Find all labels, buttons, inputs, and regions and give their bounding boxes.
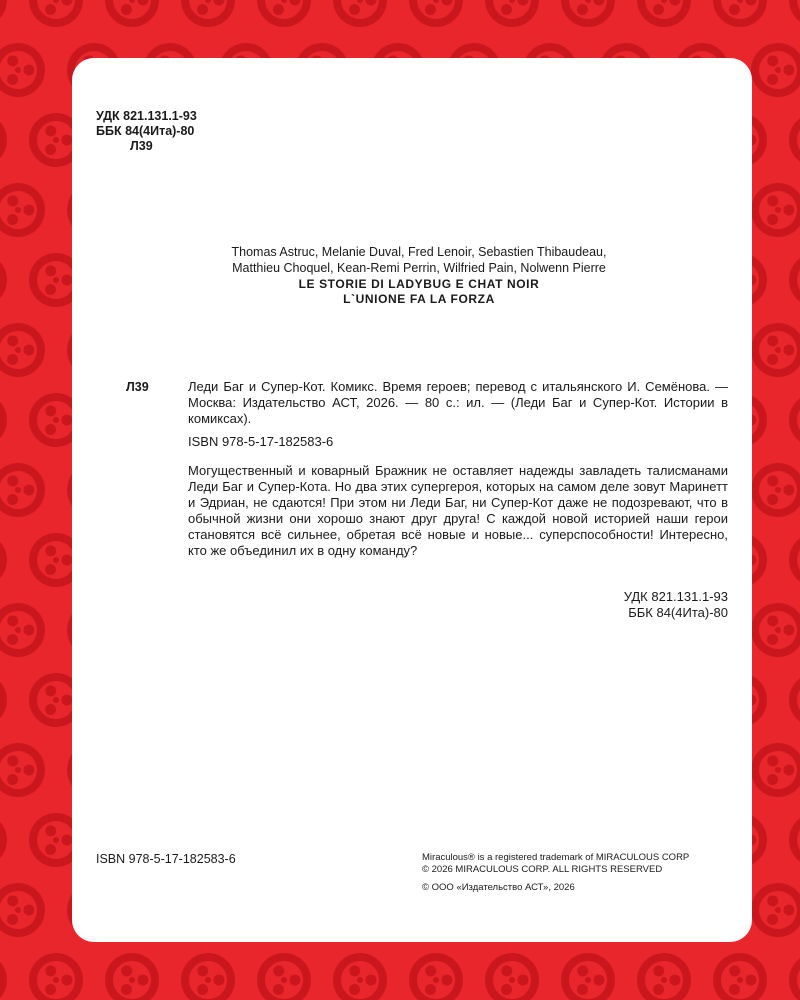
ladybug-yoyo-icon	[171, 943, 245, 1000]
ladybug-yoyo-icon	[475, 943, 549, 1000]
authors-line-1: Thomas Astruc, Melanie Duval, Fred Lenoir, Sebastien Thibaudeau,	[231, 245, 607, 259]
ladybug-yoyo-icon	[323, 943, 397, 1000]
ladybug-yoyo-icon	[703, 0, 777, 37]
ladybug-yoyo-icon	[399, 0, 473, 37]
ladybug-yoyo-icon	[0, 173, 55, 247]
ladybug-yoyo-icon	[0, 33, 55, 107]
legal-notice	[422, 852, 689, 894]
ladybug-yoyo-icon	[95, 943, 169, 1000]
ladybug-yoyo-icon	[0, 663, 17, 737]
original-title-line-1: LE STORIE DI LADYBUG E CHAT NOIR	[298, 277, 540, 291]
publisher-copyright: © ООО «Издательство АСТ», 2026	[422, 882, 575, 893]
ladybug-yoyo-icon	[247, 943, 321, 1000]
ladybug-yoyo-icon	[247, 0, 321, 37]
ladybug-yoyo-icon	[779, 243, 800, 317]
ladybug-yoyo-icon	[0, 733, 55, 807]
classification-right	[624, 589, 728, 621]
ladybug-yoyo-icon	[779, 103, 800, 177]
udk-code: УДК 821.131.1-93	[96, 109, 197, 123]
ladybug-yoyo-icon	[0, 873, 55, 947]
ladybug-yoyo-icon	[399, 943, 473, 1000]
ladybug-yoyo-icon	[0, 383, 17, 457]
ladybug-yoyo-icon	[171, 0, 245, 37]
ladybug-yoyo-icon	[19, 0, 93, 37]
bibliographic-description: Леди Баг и Супер-Кот. Комикс. Время героев; перевод с итальянского И. Семёнова. — Москва: Издательство АСТ, 2026. — 80 с.: ил. — (Леди Баг и Супер-Кот. Истории в комиксах).	[188, 379, 728, 426]
book-abstract: Могущественный и коварный Бражник не оставляет надежды завладеть талисманами Леди Баг и Супер-Кота. Но два этих супергероя, которых на самом деле зовут Маринетт и Эдриан, не сдаются! При этом ни Леди Баг, ни Супер-Кот даже не подозревают, что в обычной жизни они хорошо знают друг друга! С каждой новой историей наши герои становятся всё сильнее, обретая всё новые и новые... суперспособности! Интересно, кто же объединил их в одну команду?	[188, 463, 728, 558]
bibliographic-code: Л39	[126, 380, 149, 394]
ladybug-yoyo-icon	[0, 0, 17, 37]
ladybug-yoyo-icon	[627, 943, 701, 1000]
ladybug-yoyo-icon	[551, 0, 625, 37]
trademark-notice: Miraculous® is a registered trademark of MIRACULOUS CORP	[422, 852, 690, 863]
ladybug-yoyo-icon	[0, 803, 17, 877]
ladybug-yoyo-icon	[95, 0, 169, 37]
isbn-footer: ISBN 978-5-17-182583-6	[96, 852, 236, 866]
ladybug-yoyo-icon	[19, 943, 93, 1000]
ladybug-yoyo-icon	[0, 523, 17, 597]
ladybug-yoyo-icon	[779, 943, 800, 1000]
bbk-code-right: ББК 84(4Ита)-80	[628, 605, 728, 620]
ladybug-yoyo-icon	[0, 943, 17, 1000]
corp-copyright: © 2026 MIRACULOUS CORP. ALL RIGHTS RESERVED	[422, 864, 663, 875]
ladybug-yoyo-icon	[779, 383, 800, 457]
bbk-code: ББК 84(4Ита)-80	[96, 124, 195, 138]
ladybug-yoyo-icon	[323, 0, 397, 37]
ladybug-yoyo-icon	[0, 313, 55, 387]
ladybug-yoyo-icon	[551, 943, 625, 1000]
ladybug-yoyo-icon	[779, 0, 800, 37]
imprint-page	[72, 58, 752, 942]
authors-list	[196, 244, 642, 276]
authors-line-2: Matthieu Choquel, Kean-Remi Perrin, Wilfried Pain, Nolwenn Pierre	[232, 261, 606, 275]
ladybug-yoyo-icon	[703, 943, 777, 1000]
ladybug-yoyo-icon	[779, 523, 800, 597]
ladybug-yoyo-icon	[0, 593, 55, 667]
original-title-line-2: L`UNIONE FA LA FORZA	[343, 292, 495, 306]
ladybug-yoyo-icon	[779, 663, 800, 737]
isbn-record: ISBN 978-5-17-182583-6	[188, 434, 334, 449]
ladybug-yoyo-icon	[0, 243, 17, 317]
original-title	[196, 277, 642, 307]
ladybug-yoyo-icon	[627, 0, 701, 37]
classification-header	[96, 109, 197, 154]
ladybug-yoyo-icon	[0, 103, 17, 177]
ladybug-yoyo-icon	[475, 0, 549, 37]
author-sign: Л39	[130, 139, 153, 153]
ladybug-yoyo-icon	[0, 453, 55, 527]
udk-code-right: УДК 821.131.1-93	[623, 589, 728, 604]
ladybug-yoyo-icon	[779, 803, 800, 877]
